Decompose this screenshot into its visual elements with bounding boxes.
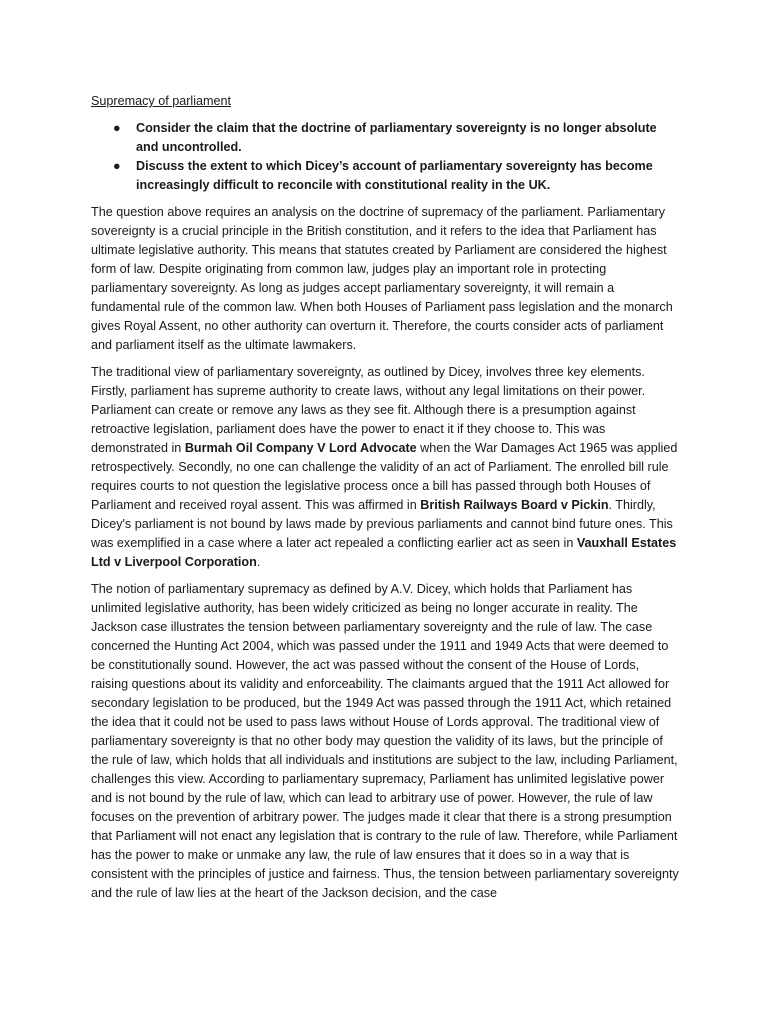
document-title: Supremacy of parliament: [91, 94, 231, 108]
document-body: [91, 92, 679, 911]
bullet-icon: ●: [113, 159, 121, 173]
paragraph-jackson-case: The notion of parliamentary supremacy as defined by A.V. Dicey, which holds that Parliament has unlimited legislative authority, has been widely criticized as being no longer accurate in reality. The Jackson case illustrates the tension between parliamentary sovereignty and the rule of law. The case concerned the Hunting Act 2004, which was passed under the 1911 and 1949 Acts that were deemed to be constitutionally sound. However, the act was passed without the consent of the House of Lords, raising questions about its validity and enforceability. The claimants argued that the 1911 Act allowed for secondary legislation to be produced, but the 1949 Act was passed through the 1911 Act, which retained the idea that it could not be used to pass laws without House of Lords approval. The traditional view of parliamentary sovereignty is that no other body may question the validity of its laws, but the principle of the rule of law, which holds that all individuals and institutions are subject to the law, including Parliament, challenges this view. According to parliamentary supremacy, Parliament has unlimited legislative power and is not bound by the rule of law, which can lead to arbitrary use of power. However, the rule of law focuses on the prevention of arbitrary power. The judges made it clear that there is a strong presumption that Parliament will not enact any legislation that is contrary to the rule of law. Therefore, while Parliament has the power to make or unmake any law, the rule of law ensures that it does so in a way that is consistent with the principles of justice and fairness. Thus, the tension between parliamentary sovereignty and the rule of law lies at the heart of the Jackson decision, and the case: [91, 582, 679, 900]
paragraph-dicey-traditional-view: [91, 363, 679, 572]
question-item: [91, 119, 679, 157]
paragraph-introduction: The question above requires an analysis on the doctrine of supremacy of the parliament. Parliamentary sovereignty is a crucial principle in the British constitution, and it refers to the idea that Parliament has ultimate legislative authority. This means that statutes created by Parliament are considered the highest form of law. Despite originating from common law, judges play an important role in protecting parliamentary sovereignty. As long as judges accept parliamentary sovereignty, it will remain a fundamental rule of the common law. When both Houses of Parliament pass legislation and the monarch gives Royal Assent, no other authority can overturn it. Therefore, the courts consider acts of parliament and parliament itself as the ultimate lawmakers.: [91, 205, 673, 352]
paragraph-text: The traditional view of parliamentary sovereignty, as outlined by Dicey, involves three key elements. Firstly, parliament has supreme authority to create laws, without any legal limitations on their power. Parliament can create or remove any laws as they see fit. Although there is a presumption against retroactive legislation, parliament does have the power to enact it if they choose to. This was demonstrated in: [91, 365, 646, 455]
question-text: Discuss the extent to which Dicey’s account of parliamentary sovereignty has become increasingly difficult to reconcile with constitutional reality in the UK.: [136, 159, 653, 192]
question-text: Consider the claim that the doctrine of parliamentary sovereignty is no longer absolute and uncontrolled.: [136, 121, 657, 154]
case-name-vauxhall-estates: Vauxhall Estates Ltd v Liverpool Corporation: [91, 536, 677, 569]
paragraph-text: .: [256, 555, 261, 569]
paragraph-text: when the War Damages Act 1965 was applied retrospectively. Secondly, no one can challenge the validity of an act of Parliament. The enrolled bill rule requires courts to not question the legislative process once a bill has passed through both Houses of Parliament and received royal assent. This was affirmed in: [91, 441, 678, 512]
paragraph-text: . Thirdly, Dicey's parliament is not bound by laws made by previous parliaments and cannot bind future ones. This was exemplified in a case where a later act repealed a conflicting earlier act as seen in: [91, 498, 673, 550]
question-item: [91, 157, 679, 195]
case-name-pickin: British Railways Board v Pickin: [420, 498, 609, 512]
question-list: [91, 119, 679, 195]
bullet-icon: ●: [113, 121, 121, 135]
case-name-burmah-oil: Burmah Oil Company V Lord Advocate: [184, 441, 417, 455]
